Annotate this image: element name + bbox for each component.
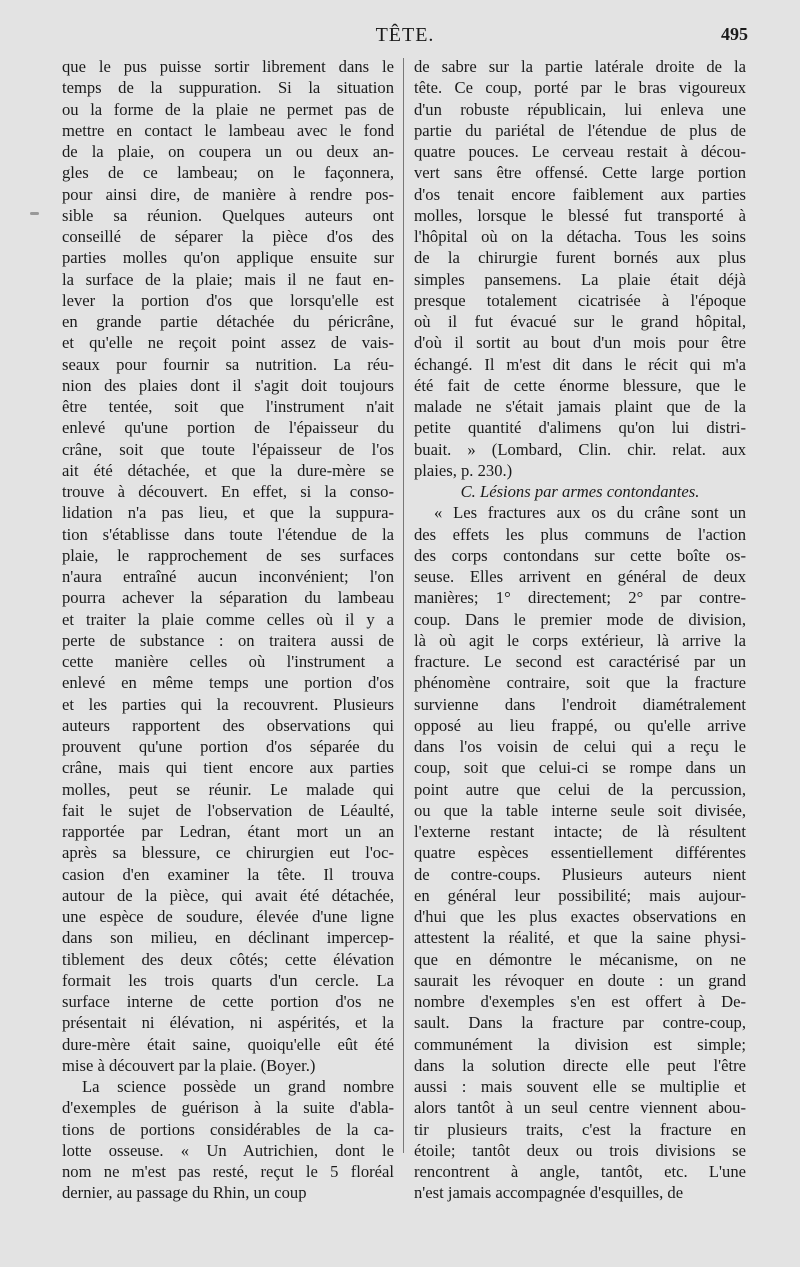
right-column-line: manières; 1° directement; 2° par contre-: [414, 588, 746, 608]
left-column-line: sible sa réunion. Quelques auteurs ont: [62, 205, 394, 225]
left-column-line: pour ainsi dire, de manière à rendre pos-: [62, 184, 394, 204]
right-column-line: aussi : mais souvent elle se multiplie et: [414, 1077, 746, 1096]
right-column-line: en général leur possibilité; mais aujour-: [414, 885, 746, 905]
right-column-line: d'os tenait encore faiblement aux parties: [414, 184, 746, 204]
right-column-line: attestent la réalité, et que la saine physi-: [414, 928, 746, 948]
right-column-line: tir plusieurs traits, c'est la fracture en: [414, 1119, 746, 1139]
right-column-line: plaies, p. 230.): [414, 460, 513, 480]
right-column-line: simples pansemens. La plaie était déjà: [414, 269, 746, 289]
left-column-line: formait les trois quarts d'un cercle. La: [62, 970, 394, 990]
right-column-line: l'externe restant intacte; de là résultent: [414, 822, 746, 841]
right-column-line: presque totalement cicatrisée à l'époque: [414, 290, 746, 310]
left-column-line: autour de la pièce, qui avait été détachée,: [62, 885, 394, 905]
left-column-line: lotte osseuse. « Un Autrichien, dont le: [62, 1140, 394, 1160]
left-column-line: présentait ni élévation, ni aspérités, et la: [62, 1013, 394, 1033]
right-column-line: des effets les plus communs de l'action: [414, 524, 746, 544]
left-column-line: seaux pour fournir sa nutrition. La réu-: [62, 354, 394, 374]
right-column-line: phénomène contraire, soit que la fracture: [414, 673, 746, 693]
right-column-line: seuse. Elles arrivent en général de deux: [414, 567, 746, 586]
right-column-line: échangé. Il m'est dit dans le récit qui m'a: [414, 354, 746, 374]
right-column-line: tête. Ce coup, porté par le bras vigoureux: [414, 78, 746, 98]
left-column-line: lever la portion d'os que lorsqu'elle est: [62, 290, 394, 310]
left-column-line: pourra achever la séparation du lambeau: [62, 588, 394, 608]
right-column-line: nombre d'exemples s'en est offert à De-: [414, 992, 746, 1011]
right-column-line: vert sans être offensé. Cette large portion: [414, 163, 746, 183]
right-column-line: malade ne s'était jamais plaint que de la: [414, 397, 746, 416]
left-column-line: cette manière celles où l'instrument a: [62, 652, 394, 671]
left-column-line: trouve à découvert. En effet, si la conso-: [62, 482, 394, 501]
right-column-line: alors tantôt à un seul centre viennent abou-: [414, 1098, 746, 1118]
left-column-line: fait le sujet de l'observation de Léaulté,: [62, 800, 394, 820]
left-column-line: après sa blessure, ce chirurgien eut l'oc-: [62, 843, 394, 863]
left-column-line: plaie, le rapprochement de ses surfaces: [62, 545, 394, 565]
right-column-line: d'hui que les plus exactes observations en: [414, 907, 746, 926]
right-column: [414, 56, 746, 1204]
left-column-line: et traiter la plaie comme celles où il y a: [62, 609, 394, 629]
right-column-line: « Les fractures aux os du crâne sont un: [434, 503, 746, 523]
right-column-line: des corps contondans sur cette boîte os-: [414, 545, 746, 565]
left-column-line: tiblement des deux côtés; cette élévation: [62, 949, 394, 969]
left-column-line: perte de substance : on traitera aussi de: [62, 630, 394, 650]
right-column-line: coup, soit que celui-ci se rompe dans un: [414, 758, 746, 778]
right-column-line: buait. » (Lombard, Clin. chir. relat. aux: [414, 439, 746, 459]
left-column-line: prouvent qu'une portion d'os séparée du: [62, 737, 394, 756]
left-column-line: nom ne m'est pas resté, reçut le 5 floréal: [62, 1162, 394, 1181]
left-column-line: de la plaie, on coupera un ou deux an-: [62, 142, 394, 161]
column-divider: [403, 58, 404, 1153]
left-column-line: en grande partie détachée du péricrâne,: [62, 312, 394, 331]
left-column-line: casion d'en examiner la tête. Il trouva: [62, 864, 394, 884]
margin-mark: [30, 212, 39, 215]
left-column-line: gles de ce lambeau; on le façonnera,: [62, 163, 394, 183]
right-column-line: molles, lorsque le blessé fut transporté à: [414, 205, 746, 225]
right-column-line: survienne dans l'endroit diamétralement: [414, 694, 746, 714]
left-column-line: lidation n'a pas lieu, et que la suppura-: [62, 503, 394, 523]
right-column-line: été fait de cette énorme blessure, que le: [414, 375, 746, 395]
right-column-line: l'hôpital où on la détacha. Tous les soins: [414, 227, 746, 246]
right-column-line: fracture. Le second est caractérisé par un: [414, 652, 746, 671]
right-column-line: coup. Dans le premier mode de division,: [414, 609, 746, 629]
right-column-line: communément la division est simple;: [414, 1034, 746, 1054]
left-column-line: mise à découvert par la plaie. (Boyer.): [62, 1055, 316, 1075]
left-column-line: une espèce de soudure, élevée d'une ligne: [62, 907, 394, 926]
left-column-line: n'aura entraîné aucun inconvénient; l'on: [62, 567, 394, 586]
left-column-line: auteurs rapportent des observations qui: [62, 715, 394, 735]
right-column-line: saurait les révoquer en doute : un grand: [414, 970, 746, 990]
left-column-line: dure-mère était saine, quoiqu'elle eût été: [62, 1034, 394, 1054]
left-column-line: être tentée, soit que l'instrument n'ait: [62, 397, 394, 416]
left-column-line: parties molles qu'on applique ensuite sur: [62, 248, 394, 268]
left-column-line: mettre en contact le lambeau avec le fond: [62, 120, 394, 140]
left-column-line: molles, peut se réunir. Le malade qui: [62, 779, 394, 799]
right-column-line: point autre que celui de la percussion,: [414, 779, 746, 799]
left-column-line: temps de la suppuration. Si la situation: [62, 78, 394, 98]
left-column-line: ait été détachée, et que la dure-mère se: [62, 460, 394, 480]
left-column-line: conseillé de séparer la pièce d'os des: [62, 227, 394, 246]
left-column-line: rapportée par Ledran, étant mort un an: [62, 822, 394, 841]
left-column-line: crâne, soit que toute l'épaisseur de l'os: [62, 439, 394, 459]
left-column-line: dernier, au passage du Rhin, un coup: [62, 1183, 307, 1203]
left-column: [62, 56, 394, 1204]
right-column-line: sault. Dans la fracture par contre-coup,: [414, 1013, 746, 1033]
page-header: [62, 24, 748, 50]
right-column-line: d'un robuste républicain, lui enleva une: [414, 99, 746, 119]
left-column-line: La science possède un grand nombre: [82, 1077, 394, 1096]
right-column-line: ou que la table interne seule soit divisée,: [414, 800, 746, 820]
right-column-line: de sabre sur la partie latérale droite de la: [414, 57, 746, 76]
right-column-line: étoile; tantôt deux ou trois divisions se: [414, 1140, 746, 1160]
right-column-line: de contre-coups. Plusieurs auteurs nient: [414, 864, 746, 884]
left-column-line: tions de portions considérables de la ca-: [62, 1119, 394, 1139]
right-column-line: là où agit le corps extérieur, là arrive la: [414, 630, 746, 650]
running-head: TÊTE.: [375, 24, 435, 46]
right-column-line: d'où il sortit au bout d'un mois pour être: [414, 333, 746, 353]
left-column-line: ou la forme de la plaie ne permet pas de: [62, 99, 394, 119]
left-column-line: la surface de la plaie; mais il ne faut en-: [62, 269, 394, 289]
right-column-line: quatre pouces. Le cerveau restait à décou-: [414, 142, 746, 161]
left-column-line: tion s'établisse dans toute l'étendue de la: [62, 524, 394, 544]
left-column-line: surface interne de cette portion d'os ne: [62, 992, 394, 1011]
left-column-line: enlevé en même temps une portion d'os: [62, 673, 394, 693]
right-column-line: n'est jamais accompagnée d'esquilles, de: [414, 1183, 684, 1203]
left-column-line: nion des plaies dont il s'agit doit toujours: [62, 375, 394, 395]
page-number: 495: [721, 24, 748, 44]
right-column-line: partie du pariétal de l'étendue de plus de: [414, 120, 746, 140]
right-column-line: où il fut évacué sur le grand hôpital,: [414, 312, 746, 331]
left-column-line: d'exemples de guérison à la suite d'abla-: [62, 1098, 394, 1118]
left-column-line: crâne, mais qui tient encore aux parties: [62, 758, 394, 778]
right-column-line: de la chirurgie furent bornés aux plus: [414, 248, 746, 268]
left-column-line: et les parties qui la recouvrent. Plusieurs: [62, 694, 394, 714]
left-column-line: enlevé qu'une portion de l'épaisseur du: [62, 418, 394, 438]
left-column-line: que le pus puisse sortir librement dans le: [62, 57, 394, 76]
right-column-line: quatre espèces essentiellement différentes: [414, 843, 746, 863]
right-column-line: petite quantité d'alimens qu'on lui distri-: [414, 418, 746, 438]
left-column-line: et qu'elle ne reçoit point assez de vais-: [62, 333, 394, 353]
right-column-line: opposé au lieu frappé, ou qu'elle arrive: [414, 715, 746, 735]
right-column-line: rencontrent à angle, tantôt, etc. L'une: [414, 1162, 746, 1181]
right-column-line: dans la solution directe elle peut l'être: [414, 1055, 746, 1075]
left-column-line: dans son milieu, en déclinant impercep-: [62, 928, 394, 948]
right-column-line: dans l'os voisin de celui qui a reçu le: [414, 737, 746, 756]
right-column-line: C. Lésions par armes contondantes.: [460, 482, 700, 501]
right-column-line: que en démontre le mécanisme, on ne: [414, 949, 746, 969]
